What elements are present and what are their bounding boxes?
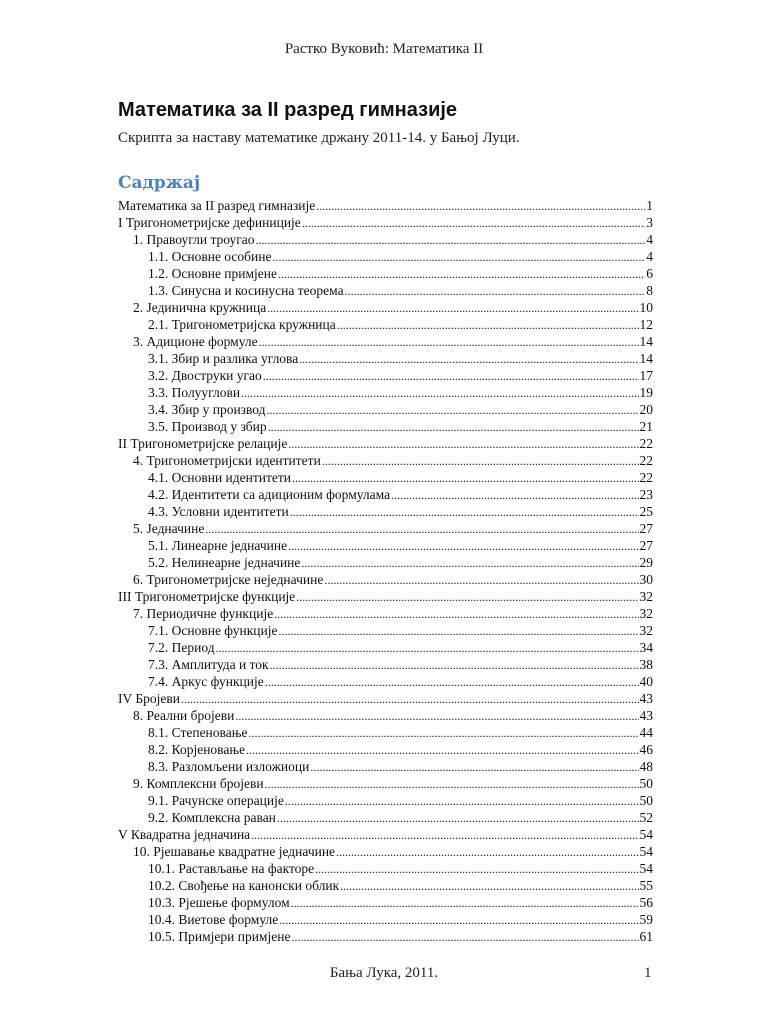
toc-entry-title: 10.2. Свођење на канонски облик bbox=[148, 878, 340, 893]
toc-dot-leader bbox=[246, 742, 638, 759]
toc-entry-page: 43 bbox=[639, 708, 653, 723]
toc-entry-page: 22 bbox=[639, 470, 653, 485]
toc-entry-page: 20 bbox=[639, 402, 653, 417]
toc-entry[interactable] bbox=[118, 639, 653, 656]
toc-entry[interactable] bbox=[118, 605, 653, 622]
toc-entry[interactable] bbox=[118, 673, 653, 690]
toc-entry-page: 34 bbox=[639, 640, 653, 655]
toc-entry-title: 2. Јединична кружница bbox=[133, 300, 267, 315]
toc-entry-page: 22 bbox=[639, 436, 653, 451]
toc-dot-leader bbox=[291, 895, 639, 912]
toc-entry-page: 32 bbox=[639, 606, 653, 621]
toc-dot-leader bbox=[248, 725, 638, 742]
toc-entry-title: 3.4. Збир у производ bbox=[148, 402, 266, 417]
toc-entry[interactable] bbox=[118, 214, 653, 231]
toc-entry-title: 9. Комплексни бројеви bbox=[133, 776, 264, 791]
toc-entry-page: 19 bbox=[639, 385, 653, 400]
toc-dot-leader bbox=[315, 861, 638, 878]
toc-entry[interactable] bbox=[118, 248, 653, 265]
toc-entry[interactable] bbox=[118, 724, 653, 741]
toc-dot-leader bbox=[337, 317, 639, 334]
toc-heading: Садржај bbox=[118, 173, 201, 193]
toc-entry-page: 55 bbox=[639, 878, 653, 893]
toc-dot-leader bbox=[265, 674, 639, 691]
toc-entry-page: 50 bbox=[639, 776, 653, 791]
toc-entry-page: 54 bbox=[639, 827, 653, 842]
toc-entry-title: 5.1. Линеарне једначине bbox=[148, 538, 288, 553]
toc-entry-title: III Тригонометријске функције bbox=[118, 589, 296, 604]
toc-entry-page: 43 bbox=[639, 691, 653, 706]
toc-entry[interactable] bbox=[118, 554, 653, 571]
toc-entry[interactable] bbox=[118, 826, 653, 843]
toc-entry[interactable] bbox=[118, 928, 653, 945]
toc-entry-title: 10.4. Виетове формуле bbox=[148, 912, 279, 927]
toc-dot-leader bbox=[278, 266, 645, 283]
toc-entry[interactable] bbox=[118, 707, 653, 724]
toc-dot-leader bbox=[288, 436, 638, 453]
toc-entry[interactable] bbox=[118, 231, 653, 248]
toc-entry[interactable] bbox=[118, 486, 653, 503]
toc-entry[interactable] bbox=[118, 860, 653, 877]
toc-dot-leader bbox=[291, 929, 638, 946]
toc-dot-leader bbox=[181, 691, 639, 708]
toc-entry-page: 23 bbox=[639, 487, 653, 502]
toc-dot-leader bbox=[285, 793, 639, 810]
toc-entry-page: 27 bbox=[639, 538, 653, 553]
toc-entry-page: 44 bbox=[639, 725, 653, 740]
toc-entry-title: 1.3. Синусна и косинусна теорема bbox=[148, 283, 344, 298]
toc-entry-title: 10. Рјешавање квадратне једначине bbox=[133, 844, 336, 859]
footer-place-date: Бања Лука, 2011. bbox=[329, 965, 439, 981]
toc-entry[interactable] bbox=[118, 758, 653, 775]
toc-entry[interactable] bbox=[118, 503, 653, 520]
toc-entry[interactable] bbox=[118, 452, 653, 469]
toc-entry-page: 27 bbox=[639, 521, 653, 536]
footer-page-number: 1 bbox=[644, 965, 652, 981]
toc-entry[interactable] bbox=[118, 877, 653, 894]
toc-entry-title: 4.1. Основни идентитети bbox=[148, 470, 291, 485]
toc-dot-leader bbox=[272, 249, 645, 266]
toc-entry[interactable] bbox=[118, 690, 653, 707]
toc-entry-title: 1.1. Основне особине bbox=[148, 249, 272, 264]
toc-entry-title: 1.2. Основне примјене bbox=[148, 266, 278, 281]
toc-entry-page: 3 bbox=[646, 215, 653, 230]
toc-entry-title: 9.1. Рачунске операције bbox=[148, 793, 284, 808]
toc-dot-leader bbox=[256, 232, 646, 249]
toc-entry-title: V Квадратна једначина bbox=[118, 827, 251, 842]
toc-entry[interactable] bbox=[118, 911, 653, 928]
toc-entry-page: 54 bbox=[639, 861, 653, 876]
toc-entry[interactable] bbox=[118, 350, 653, 367]
toc-entry-title: 5.2. Нелинеарне једначине bbox=[148, 555, 301, 570]
toc-entry[interactable] bbox=[118, 418, 653, 435]
toc-entry-title: 2.1. Тригонометријска кружница bbox=[148, 317, 336, 332]
toc-entry[interactable] bbox=[118, 843, 653, 860]
toc-entry[interactable] bbox=[118, 656, 653, 673]
toc-dot-leader bbox=[310, 759, 638, 776]
toc-dot-leader bbox=[274, 606, 638, 623]
toc-dot-leader bbox=[265, 776, 639, 793]
toc-entry[interactable] bbox=[118, 571, 653, 588]
toc-dot-leader bbox=[324, 572, 638, 589]
toc-entry-title: 7.2. Период bbox=[148, 640, 215, 655]
toc-entry[interactable] bbox=[118, 265, 653, 282]
toc-entry-title: 10.1. Растављање на факторе bbox=[148, 861, 315, 876]
toc-entry-page: 25 bbox=[639, 504, 653, 519]
toc-entry-title: II Тригонометријске релације bbox=[118, 436, 288, 451]
toc-entry[interactable] bbox=[118, 316, 653, 333]
document-title: Математика за II разред гимназије bbox=[118, 99, 458, 121]
toc-dot-leader bbox=[279, 912, 638, 929]
toc-entry[interactable] bbox=[118, 741, 653, 758]
toc-dot-leader bbox=[391, 487, 638, 504]
toc-dot-leader bbox=[259, 334, 639, 351]
toc-dot-leader bbox=[241, 385, 638, 402]
toc-entry-title: 3.2. Двоструки угао bbox=[148, 368, 262, 383]
toc-dot-leader bbox=[336, 844, 638, 861]
document-subtitle: Скрипта за наставу математике држану 2011-14. у Бањој Луци. bbox=[118, 130, 520, 146]
toc-entry-title: 4.2. Идентитети са адиционим формулама bbox=[148, 487, 391, 502]
toc-dot-leader bbox=[277, 810, 639, 827]
toc-entry-title: 6. Тригонометријске неједначине bbox=[133, 572, 324, 587]
toc-entry-page: 14 bbox=[639, 334, 653, 349]
toc-entry-page: 8 bbox=[646, 283, 653, 298]
toc-entry[interactable] bbox=[118, 792, 653, 809]
toc-entry-title: Математика за II разред гимназије bbox=[118, 198, 316, 213]
toc-entry-title: 4. Тригонометријски идентитети bbox=[133, 453, 321, 468]
toc-entry-page: 29 bbox=[639, 555, 653, 570]
toc-entry-page: 59 bbox=[639, 912, 653, 927]
toc-entry-page: 30 bbox=[639, 572, 653, 587]
toc-entry-title: I Тригонометријске дефиниције bbox=[118, 215, 301, 230]
toc-dot-leader bbox=[299, 351, 638, 368]
toc-dot-leader bbox=[340, 878, 638, 895]
toc-entry-page: 17 bbox=[639, 368, 653, 383]
toc-entry[interactable] bbox=[118, 282, 653, 299]
toc-entry-title: 8.3. Разломљени изложиоци bbox=[148, 759, 310, 774]
toc-dot-leader bbox=[235, 708, 638, 725]
toc-entry-page: 56 bbox=[639, 895, 653, 910]
toc-dot-leader bbox=[290, 504, 639, 521]
toc-entry-title: 7.1. Основне функције bbox=[148, 623, 278, 638]
toc-entry[interactable] bbox=[118, 299, 653, 316]
toc-entry[interactable] bbox=[118, 469, 653, 486]
toc-entry[interactable] bbox=[118, 537, 653, 554]
toc-dot-leader bbox=[267, 402, 639, 419]
toc-entry-page: 4 bbox=[646, 232, 653, 247]
toc-dot-leader bbox=[292, 470, 639, 487]
toc-dot-leader bbox=[288, 538, 638, 555]
toc-entry[interactable] bbox=[118, 588, 653, 605]
toc-dot-leader bbox=[296, 589, 638, 606]
toc-dot-leader bbox=[322, 453, 639, 470]
toc-dot-leader bbox=[301, 555, 638, 572]
toc-dot-leader bbox=[268, 419, 639, 436]
toc-entry[interactable] bbox=[118, 894, 653, 911]
toc-entry-title: 1. Правоугли троугао bbox=[133, 232, 255, 247]
toc-entry-page: 22 bbox=[639, 453, 653, 468]
toc-dot-leader bbox=[345, 283, 646, 300]
toc-entry-page: 46 bbox=[639, 742, 653, 757]
toc-entry-title: 4.3. Условни идентитети bbox=[148, 504, 289, 519]
toc-entry-title: 9.2. Комплексна раван bbox=[148, 810, 276, 825]
toc-entry-page: 54 bbox=[639, 844, 653, 859]
toc-entry-page: 4 bbox=[646, 249, 653, 264]
toc-entry-title: 8. Реални бројеви bbox=[133, 708, 235, 723]
toc-entry[interactable] bbox=[118, 622, 653, 639]
toc-entry-page: 61 bbox=[639, 929, 653, 944]
toc-dot-leader bbox=[270, 657, 639, 674]
toc-entry[interactable] bbox=[118, 384, 653, 401]
toc-entry[interactable] bbox=[118, 520, 653, 537]
toc-entry-page: 10 bbox=[639, 300, 653, 315]
toc-entry[interactable] bbox=[118, 435, 653, 452]
toc-entry[interactable] bbox=[118, 333, 653, 350]
toc-entry[interactable] bbox=[118, 809, 653, 826]
toc-entry-title: 5. Једначине bbox=[133, 521, 205, 536]
toc-entry-page: 40 bbox=[639, 674, 653, 689]
toc-entry-title: 8.1. Степеновање bbox=[148, 725, 248, 740]
toc-dot-leader bbox=[316, 198, 645, 215]
toc-dot-leader bbox=[278, 623, 638, 640]
toc-entry-page: 1 bbox=[646, 198, 653, 213]
toc-entry[interactable] bbox=[118, 197, 653, 214]
toc-dot-leader bbox=[216, 640, 639, 657]
table-of-contents bbox=[118, 197, 653, 945]
toc-entry-page: 52 bbox=[639, 810, 653, 825]
toc-entry-page: 32 bbox=[639, 623, 653, 638]
toc-dot-leader bbox=[251, 827, 638, 844]
toc-entry-title: 3. Адиционе формуле bbox=[133, 334, 258, 349]
toc-entry-page: 21 bbox=[639, 419, 653, 434]
toc-entry-title: 7. Периодичне функције bbox=[133, 606, 274, 621]
toc-entry-title: 3.5. Производ у збир bbox=[148, 419, 267, 434]
toc-entry[interactable] bbox=[118, 367, 653, 384]
toc-entry-page: 50 bbox=[639, 793, 653, 808]
toc-entry-title: 7.3. Амплитуда и ток bbox=[148, 657, 269, 672]
toc-entry-page: 12 bbox=[639, 317, 653, 332]
toc-entry-title: 10.5. Примјери примјене bbox=[148, 929, 291, 944]
toc-dot-leader bbox=[267, 300, 638, 317]
toc-entry-page: 38 bbox=[639, 657, 653, 672]
toc-entry-title: 7.4. Аркус функције bbox=[148, 674, 264, 689]
toc-dot-leader bbox=[205, 521, 638, 538]
toc-dot-leader bbox=[302, 215, 645, 232]
toc-entry-page: 14 bbox=[639, 351, 653, 366]
toc-entry-page: 6 bbox=[646, 266, 653, 281]
toc-entry-title: 10.3. Рјешење формулом bbox=[148, 895, 290, 910]
toc-entry-page: 32 bbox=[639, 589, 653, 604]
running-header: Растко Вуковић: Математика II bbox=[284, 41, 484, 57]
toc-entry-title: 8.2. Корјеновање bbox=[148, 742, 246, 757]
toc-entry-title: IV Бројеви bbox=[118, 691, 180, 706]
toc-entry-page: 48 bbox=[639, 759, 653, 774]
toc-entry[interactable] bbox=[118, 775, 653, 792]
toc-entry-title: 3.1. Збир и разлика углова bbox=[148, 351, 299, 366]
toc-entry[interactable] bbox=[118, 401, 653, 418]
toc-dot-leader bbox=[263, 368, 639, 385]
toc-entry-title: 3.3. Полууглови bbox=[148, 385, 241, 400]
